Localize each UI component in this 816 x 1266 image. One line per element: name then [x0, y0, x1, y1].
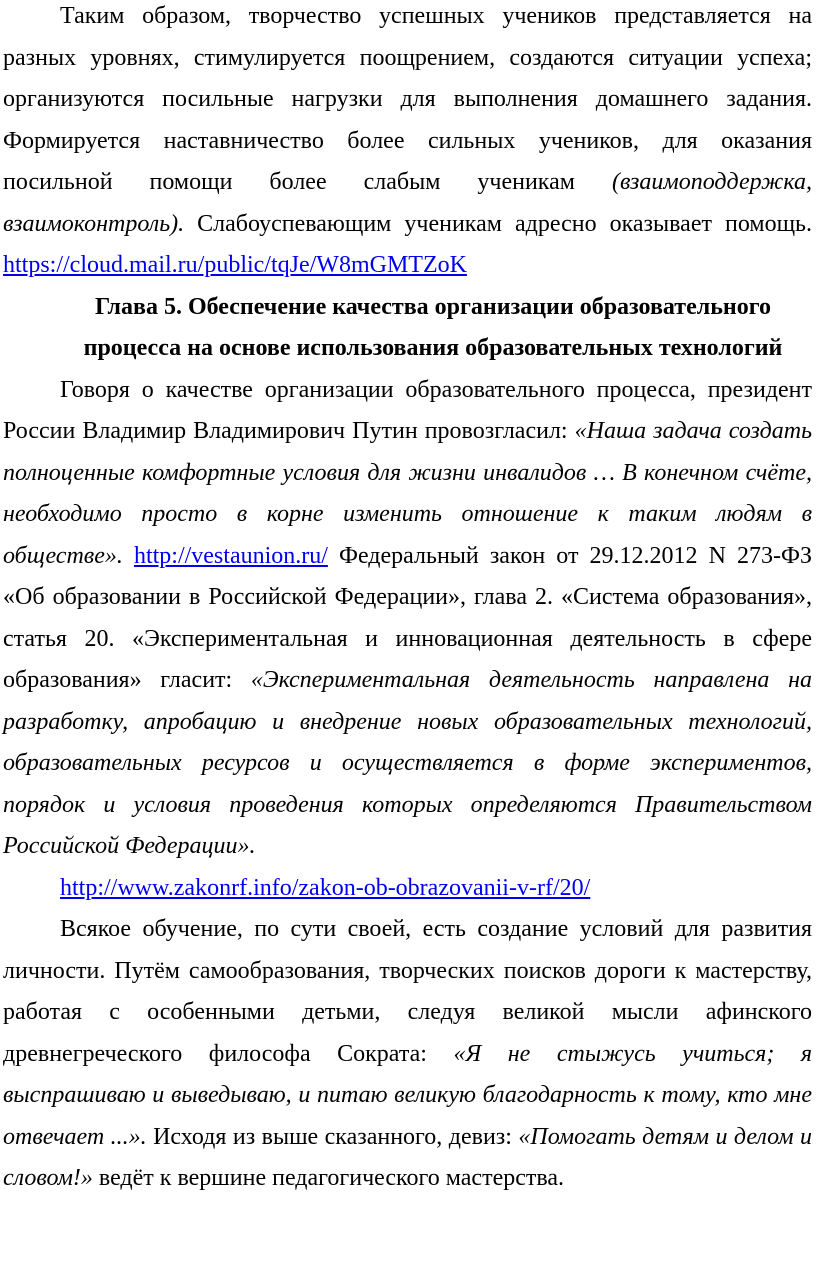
chapter-heading — [3, 287, 812, 370]
paragraph-text-mid: Исходя из выше сказанного, девиз: — [146, 1123, 519, 1150]
cloud-mail-link[interactable]: https://cloud.mail.ru/public/tqJe/W8mGMTZoK — [3, 252, 467, 278]
paragraph-text: Всякое обучение, по сути своей, есть создание условий для развития личности. Путём самообразования, творческих поисков дороги к мастерству, работая с особенными детьми, следуя великой мысли афинского древнегреческого философа Сократа: — [3, 916, 812, 1067]
paragraph-text: Таким образом, творчество успешных учеников представляется на разных уровнях, стимулируется поощрением, создаются ситуации успеха; организуются посильные нагрузки для выполнения домашнего задания. Формируется наставничество более сильных учеников, для оказания посильной помощи более слабым ученикам — [3, 3, 812, 195]
law-quote: «Экспериментальная деятельность направлена на разработку, апробацию и внедрение новых образовательных технологий, образовательных ресурсов и осуществляется в форме экспериментов, порядок и условия проведения которых определяются Правительством Российской Федерации». — [3, 667, 812, 859]
paragraph-text-tail: Слабоуспевающим ученикам адресно оказывает помощь. — [184, 210, 812, 237]
law-text: Федеральный закон от 29.12.2012 N 273-ФЗ «Об образовании в Российской Федерации», глава 2. «Система образования», статья 20. «Экспериментальная и инновационная деятельность в сфере образования» гласит: — [3, 542, 813, 693]
chapter-heading-line2: процесса на основе использования образовательных технологий — [83, 335, 783, 361]
motto-quote: «Помогать детям и делом и словом!» — [3, 1123, 812, 1191]
putin-quote: «Наша задача создать полноценные комфортные условия для жизни инвалидов … В конечном счёте, необходимо просто в корне изменить отношение к таким людям в обществе». — [3, 418, 812, 569]
italic-note: (взаимоподдержка, взаимоконтроль). — [3, 169, 812, 237]
vestaunion-link[interactable]: http://vestaunion.ru/ — [133, 542, 328, 569]
paragraph-success — [3, 0, 812, 287]
zakonrf-link-line — [3, 868, 812, 910]
paragraph-text: Говоря о качестве организации образовательного процесса, президент России Владимир Владимирович Путин провозгласил: — [3, 376, 812, 444]
chapter-heading-line1: Глава 5. Обеспечение качества организации образовательного — [94, 293, 772, 320]
zakonrf-link[interactable]: http://www.zakonrf.info/zakon-ob-obrazovanii-v-rf/20/ — [60, 874, 591, 901]
socrates-quote: «Я не стыжусь учиться; я выспрашиваю и выведываю, и питаю великую благодарность к тому, кто мне отвечает ...». — [3, 1040, 813, 1150]
paragraph-text-tail: ведёт к вершине педагогического мастерства. — [92, 1165, 565, 1191]
paragraph-quality — [3, 370, 812, 868]
paragraph-learning — [3, 909, 812, 1200]
